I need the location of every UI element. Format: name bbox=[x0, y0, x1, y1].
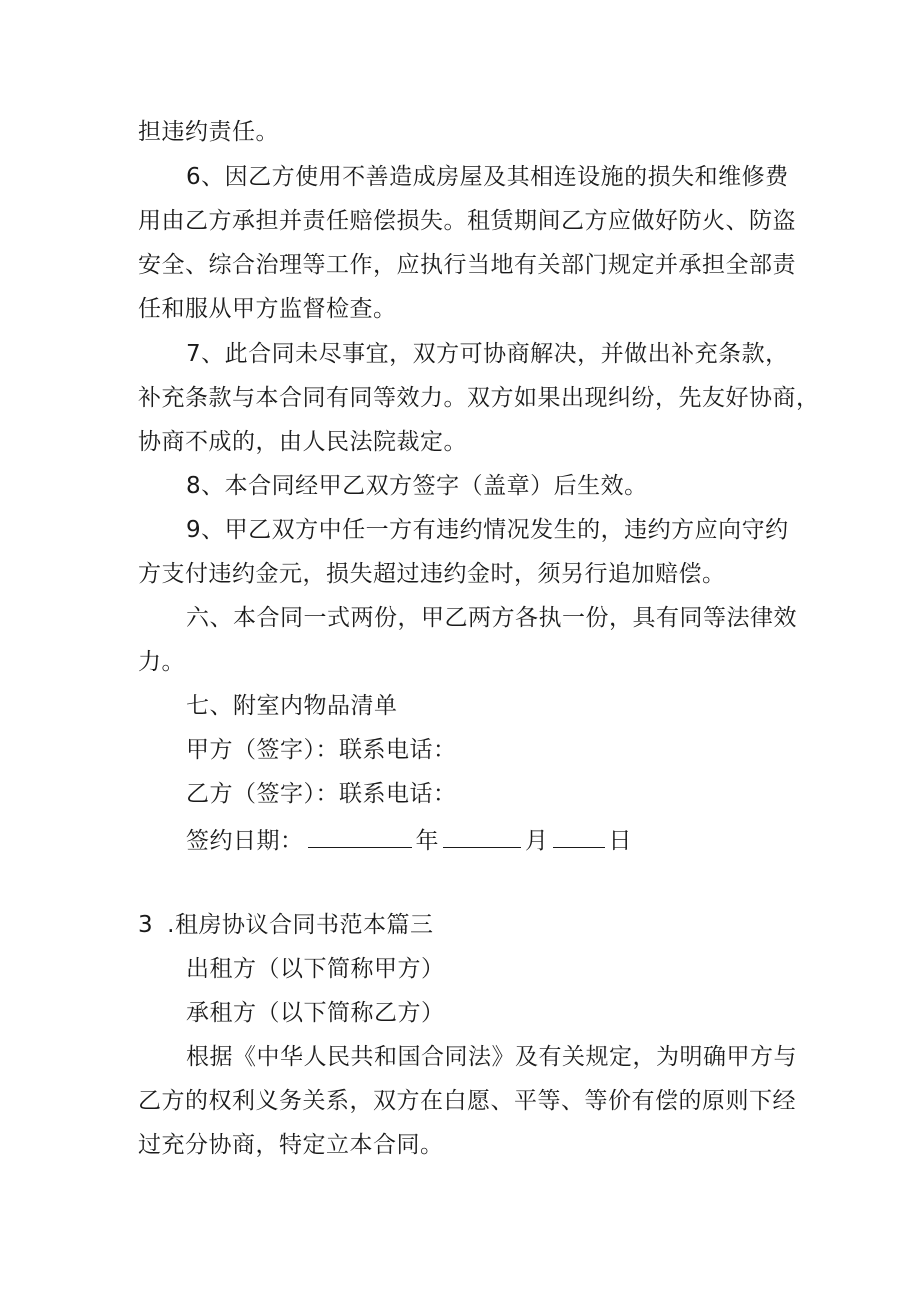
year-label: 年 bbox=[415, 828, 439, 854]
month-label: 月 bbox=[525, 828, 549, 854]
party-a-signature-line: 甲方（签字）：联系电话： bbox=[186, 737, 457, 763]
lessor-line: 出租方（以下简称甲方） bbox=[186, 956, 445, 982]
article-6-line-2: 力。 bbox=[138, 649, 185, 675]
lessee-line: 承租方（以下简称乙方） bbox=[186, 1000, 445, 1026]
section-heading bbox=[138, 910, 788, 940]
clause-7-line-2: 补充条款与本合同有同等效力。双方如果出现纠纷，先友好协商， bbox=[138, 385, 820, 411]
preamble-line-1: 根据《中华人民共和国合同法》及有关规定，为明确甲方与 bbox=[186, 1044, 797, 1070]
year-blank bbox=[308, 823, 412, 848]
clause-8-line: 8、本合同经甲乙双方签字（盖章）后生效。 bbox=[186, 473, 648, 499]
section-number: 3 bbox=[138, 912, 154, 938]
preamble-line-2: 乙方的权利义务关系，双方在白愿、平等、等价有偿的原则下经 bbox=[138, 1088, 796, 1114]
section-title: .租房协议合同书范本篇三 bbox=[167, 912, 434, 938]
clause-6-line-4: 任和服从甲方监督检查。 bbox=[138, 296, 397, 322]
clause-7-line-3: 协商不成的，由人民法院裁定。 bbox=[138, 429, 467, 455]
clause-6-line-3: 安全、综合治理等工作，应执行当地有关部门规定并承担全部责 bbox=[138, 252, 796, 278]
article-7-line: 七、附室内物品清单 bbox=[186, 693, 398, 719]
clause-7-line-1: 7、此合同未尽事宜，双方可协商解决，并做出补充条款， bbox=[186, 341, 789, 367]
party-b-signature-line: 乙方（签字）：联系电话： bbox=[186, 781, 457, 807]
clause-6-line-2: 用由乙方承担并责任赔偿损失。租赁期间乙方应做好防火、防盗 bbox=[138, 208, 796, 234]
paragraph-line: 担违约责任。 bbox=[138, 119, 279, 145]
article-6-line-1: 六、本合同一式两份，甲乙两方各执一份，具有同等法律效 bbox=[186, 605, 797, 631]
sign-date-label: 签约日期： bbox=[186, 828, 304, 854]
clause-9-line-2: 方支付违约金元，损失超过违约金时，须另行追加赔偿。 bbox=[138, 561, 726, 587]
month-blank bbox=[443, 823, 521, 848]
clause-9-line-1: 9、甲乙双方中任一方有违约情况发生的，违约方应向守约 bbox=[186, 517, 789, 543]
day-label: 日 bbox=[608, 828, 632, 854]
sign-date-line bbox=[186, 823, 788, 856]
preamble-line-3: 过充分协商，特定立本合同。 bbox=[138, 1132, 444, 1158]
day-blank bbox=[553, 823, 605, 848]
clause-6-line-1: 6、因乙方使用不善造成房屋及其相连设施的损失和维修费 bbox=[186, 164, 789, 190]
